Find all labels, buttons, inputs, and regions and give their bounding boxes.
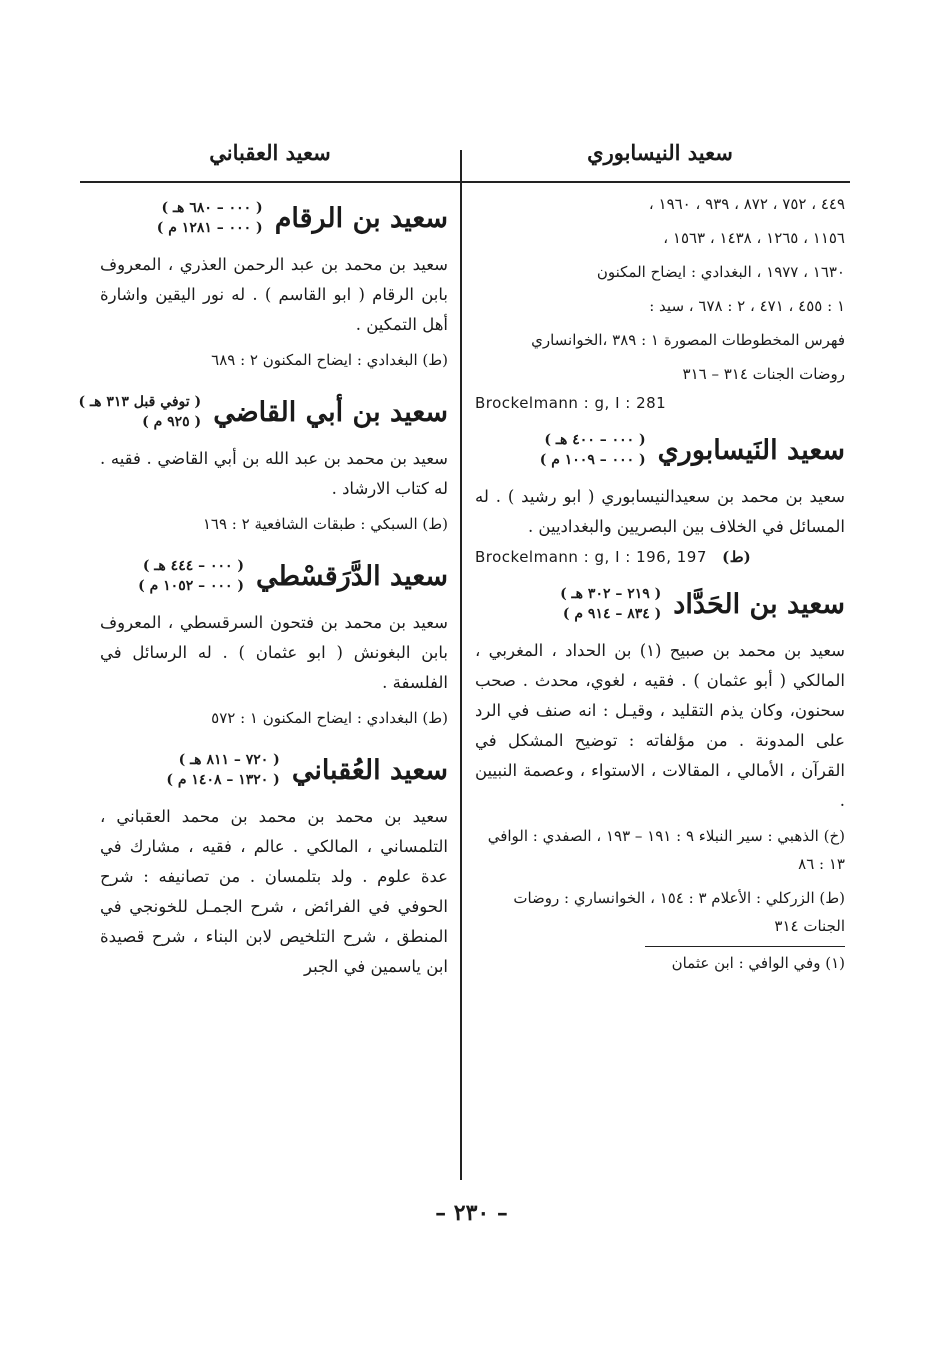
dates-gregorian: ( ٨٣٤ – ٩١٤ م ) <box>562 606 662 622</box>
continuation-line: روضات الجنات ٣١٤ – ٣١٦ <box>682 365 845 383</box>
page-number: – ٢٣٠ – <box>435 1200 508 1226</box>
continuation-line: ١٦٣٠ ، ١٩٧٧ ، البغدادي : ايضاح المكنون <box>596 263 845 281</box>
dates-hijri: ( ٧٢٠ – ٨١١ هـ ) <box>178 752 280 768</box>
right-column <box>475 190 845 975</box>
entry-text: سعيد بن محمد بن فتحون السرقسطي ، المعروف بابن البغونش ( ابو عثمان ) . له الرسائل في الفلسفة . <box>100 613 448 692</box>
continuation-line: فهرس المخطوطات المصورة ١ : ٣٨٩ ،الخوانساري <box>531 331 845 349</box>
continuation-line: ٤٤٩ ، ٧٥٢ ، ٨٧٢ ، ٩٣٩ ، ١٩٦٠ ، <box>648 195 845 213</box>
dates-gregorian: ( ٩٢٥ م ) <box>142 414 202 430</box>
entry-name: سعيد العُقباني <box>291 754 448 786</box>
running-head-left: سعيد العقباني <box>209 140 331 165</box>
entry-citation: (ط) الزركلي : الأعلام ٣ : ١٥٤ ، الخوانساري : روضات الجنات ٣١٤ <box>513 889 845 935</box>
entry-text: سعيد بن محمد بن عبد الرحمن العذري ، المعروف بابن الرقام ( ابو القاسم ) . له نور اليقين واشارة أهل التمكين . <box>100 255 448 334</box>
entry-name: سعيد بن الرقام <box>274 202 448 234</box>
dates-gregorian: ( ٠٠٠ – ١٠٥٢ م ) <box>138 578 245 594</box>
entry-citation: (ط) البغدادي : ايضاح المكنون ١ : ٥٧٢ <box>211 709 448 727</box>
footnote: (١) وفي الوافي : ابن عثمان <box>671 954 845 972</box>
continuation-line: ١١٥٦ ، ١٢٦٥ ، ١٤٣٨ ، ١٥٦٣ ، <box>663 229 845 247</box>
entry-heading <box>100 198 448 238</box>
entry-name: سعيد النَيسابوري <box>657 434 845 466</box>
entry-dates <box>560 584 661 624</box>
entry-heading <box>475 430 845 470</box>
footnote-rule <box>645 946 845 947</box>
entry-heading <box>78 392 448 432</box>
citation-mark: (ط) <box>722 548 752 566</box>
header-rule <box>80 181 850 183</box>
entry-citation: (خ) الذهبي : سير النبلاء ٩ : ١٩١ – ١٩٣ ، الصفدي : الوافي ١٣ : ٨٦ <box>487 827 845 873</box>
entry-citation: (ط) البغدادي : ايضاح المكنون ٢ : ٦٨٩ <box>211 351 448 369</box>
entry-heading <box>100 750 448 790</box>
left-column <box>78 190 448 988</box>
entry-text: سعيد بن محمد بن سعيدالنيسابوري ( ابو رشيد ) . له المسائل في الخلاف بين البصريين والبغداديين . <box>475 487 845 536</box>
entry-latin-citation <box>475 548 845 566</box>
dates-hijri: ( ٢١٩ – ٣٠٢ هـ ) <box>560 586 662 602</box>
entry-dates <box>138 556 244 596</box>
dates-gregorian: ( ١٣٢٠ – ١٤٠٨ م ) <box>166 772 280 788</box>
dates-gregorian: ( ٠٠٠ – ١٢٨١ م ) <box>156 220 263 236</box>
entry-text: سعيد بن محمد بن عبد الله بن أبي القاضي . فقيه . له كتاب الارشاد . <box>100 449 448 498</box>
latin-citation-text: Brockelmann : g, I : 196, 197 <box>475 548 707 566</box>
entry-dates <box>540 430 646 470</box>
entry-name: سعيد بن الحَدَّاد <box>673 588 845 620</box>
dates-hijri: ( ٠٠٠ – ٤٤٤ هـ ) <box>142 558 245 574</box>
entry-dates <box>79 392 202 432</box>
dates-gregorian: ( ٠٠٠ – ١٠٠٩ م ) <box>539 452 646 468</box>
entry-dates <box>166 750 279 790</box>
dates-hijri: ( ٠٠٠ – ٤٠٠ هـ ) <box>544 432 646 448</box>
continuation-latin-citation: Brockelmann : g, I : 281 <box>475 394 667 412</box>
entry-name: سعيد بن أبي القاضي <box>213 396 448 428</box>
dates-hijri: ( توفي قبل ٣١٣ هـ ) <box>78 394 202 410</box>
dates-hijri: ( ٠٠٠ – ٦٨٠ هـ ) <box>161 200 263 216</box>
continuation-line: ١ : ٤٥٥ ، ٤٧١ ، ٢ : ٦٧٨ ، سيد : <box>649 297 845 315</box>
column-divider <box>460 150 462 1180</box>
entry-dates <box>157 198 263 238</box>
entry-heading <box>100 556 448 596</box>
entry-text: سعيد بن محمد بن محمد بن محمد العقباني ، التلمساني ، المالكي . عالم ، فقيه ، مشارك في عدة علوم . ولد بتلمسان . من تصانيفه : شرح الحوفي في الفرائض ، شرح الجمـل للخونجي في المنطق ، شرح التلخيص لابن البناء ، شرح قصيدة ابن ياسمين في الجبر <box>100 807 448 976</box>
entry-citation: (ط) السبكي : طبقات الشافعية ٢ : ١٦٩ <box>202 515 448 533</box>
entry-text: سعيد بن محمد بن صبيح (١) بن الحداد ، المغربي ، المالكي ( أبو عثمان ) . فقيه ، لغوي، محدث . صحب سحنون، وكان يذم التقليد ، وقيـل : انه صنف في الرد على المدونة . من مؤلفاته : توضيح المشكل في القرآن ، الأمالي ، المقالات ، الاستواء ، وعصمة النبيين . <box>475 641 845 810</box>
entry-name: سعيد الدَّرَقسْطي <box>256 560 448 592</box>
running-head-right: سعيد النيسابوري <box>587 140 733 165</box>
entry-heading <box>475 584 845 624</box>
